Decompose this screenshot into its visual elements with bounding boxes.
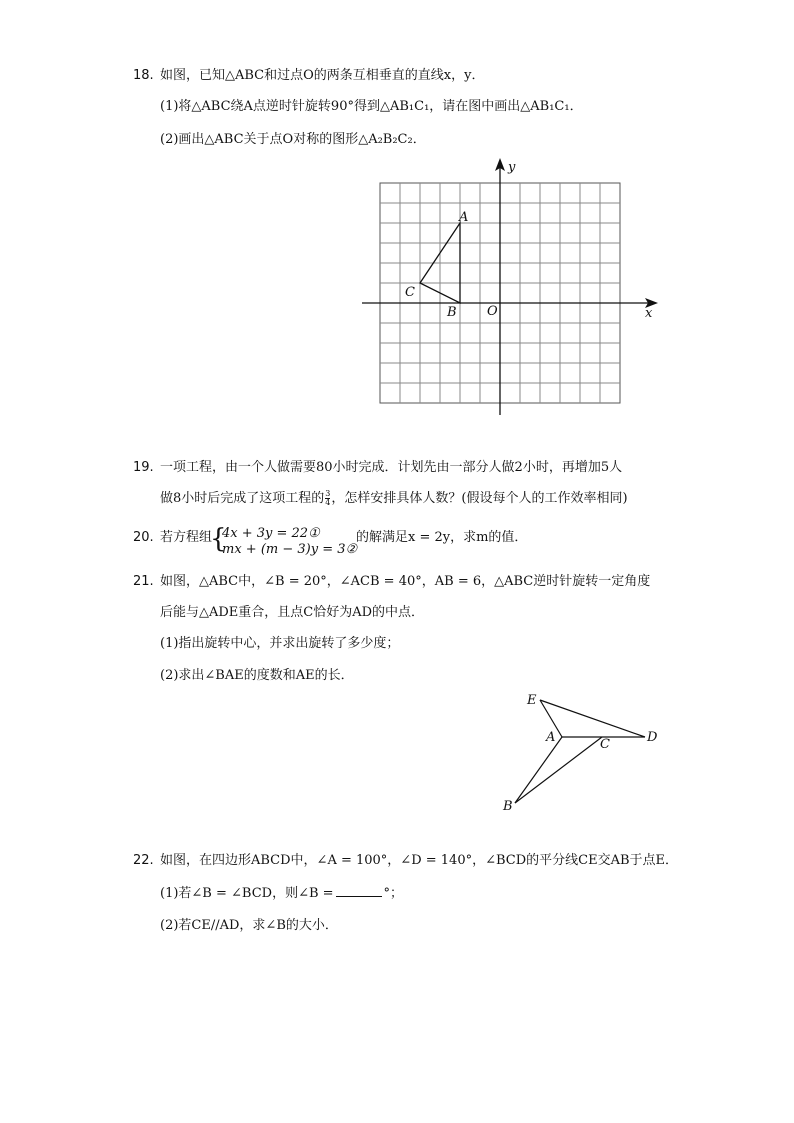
q22-part-1 <box>160 884 403 904</box>
equation-2: mx + (m − 3)y = 3② <box>222 542 358 557</box>
label-c: C <box>600 737 610 752</box>
question-prefix: 若方程组 <box>160 530 213 545</box>
q22-part-2: (2)若CE//AD，求∠B的大小． <box>160 918 338 933</box>
fraction <box>325 490 330 507</box>
label-b: B <box>447 305 457 320</box>
question-number: 19. <box>133 460 154 475</box>
equation-1: 4x + 3y = 22① <box>222 526 320 541</box>
label-a: A <box>459 210 469 225</box>
label-o: O <box>487 304 498 319</box>
system-brace: { <box>210 524 227 554</box>
question-text-line-2a: 做8小时后完成了这项工程的 <box>160 491 325 506</box>
question-stem: 如图，已知△ABC和过点O的两条互相垂直的直线x，y． <box>160 68 485 83</box>
q18-coordinate-grid-figure <box>355 150 665 420</box>
label-y: y <box>508 160 516 175</box>
question-number: 18. <box>133 68 154 83</box>
label-d: D <box>647 730 658 745</box>
q22-part-1-unit: °； <box>383 886 404 901</box>
label-c: C <box>405 285 415 300</box>
q21-rotation-figure <box>495 685 670 815</box>
question-stem: 如图，在四边形ABCD中，∠A = 100°，∠D = 140°，∠BCD的平分线CE交AB于点E． <box>160 853 679 868</box>
q21-part-2: (2)求出∠BAE的度数和AE的长． <box>160 668 354 683</box>
answer-blank[interactable] <box>336 884 382 897</box>
q22-part-1-text: (1)若∠B = ∠BCD，则∠B = <box>160 886 334 901</box>
label-b: B <box>503 799 513 814</box>
q18-part-2: (2)画出△ABC关于点O对称的图形△A₂B₂C₂． <box>160 132 426 147</box>
question-text-line-2b: ，怎样安排具体人数？(假设每个人的工作效率相同) <box>331 491 628 506</box>
label-a: A <box>546 730 556 745</box>
question-19-line-2 <box>160 489 628 509</box>
question-number: 21. <box>133 574 154 589</box>
question-text-line-1: 如图，△ABC中，∠B = 20°，∠ACB = 40°，AB = 6，△ABC逆时针旋转一定角度 <box>160 574 651 589</box>
question-text-line-1: 一项工程，由一个人做需要80小时完成．计划先由一部分人做2小时，再增加5人 <box>160 460 623 475</box>
label-e: E <box>527 693 537 708</box>
question-suffix: 的解满足x = 2y，求m的值． <box>356 530 528 545</box>
label-x: x <box>645 306 653 321</box>
question-number: 22. <box>133 853 154 868</box>
fraction-denominator: 4 <box>325 498 331 507</box>
question-number: 20. <box>133 530 154 545</box>
fraction-numerator: 3 <box>325 489 331 498</box>
q18-part-1: (1)将△ABC绕A点逆时针旋转90°得到△AB₁C₁，请在图中画出△AB₁C₁． <box>160 99 583 114</box>
question-21-line-2: 后能与△ADE重合，且点C恰好为AD的中点． <box>160 605 425 620</box>
q21-part-1: (1)指出旋转中心，并求出旋转了多少度； <box>160 636 400 651</box>
equation-system <box>222 526 357 558</box>
